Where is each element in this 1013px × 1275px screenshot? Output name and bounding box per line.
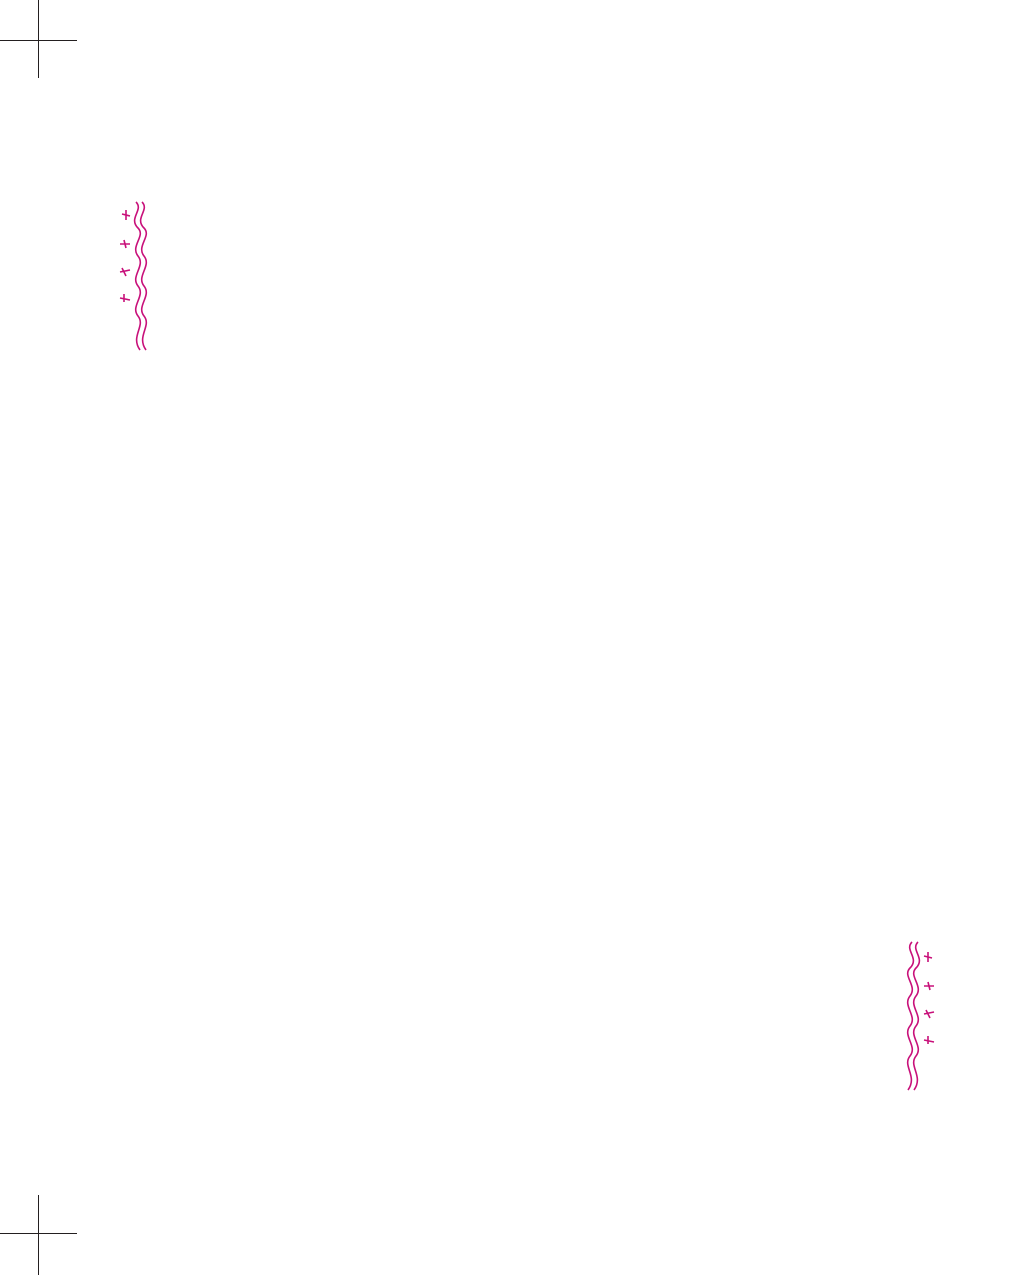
decorative-ornament-left xyxy=(112,200,154,352)
crop-mark-top-v xyxy=(38,0,39,78)
watermark-line-1 xyxy=(349,238,752,883)
crop-mark-bottom-v xyxy=(38,1195,39,1275)
watermark-line-2 xyxy=(349,238,752,883)
decorative-ornament-right xyxy=(898,940,942,1092)
watermark xyxy=(349,238,752,883)
